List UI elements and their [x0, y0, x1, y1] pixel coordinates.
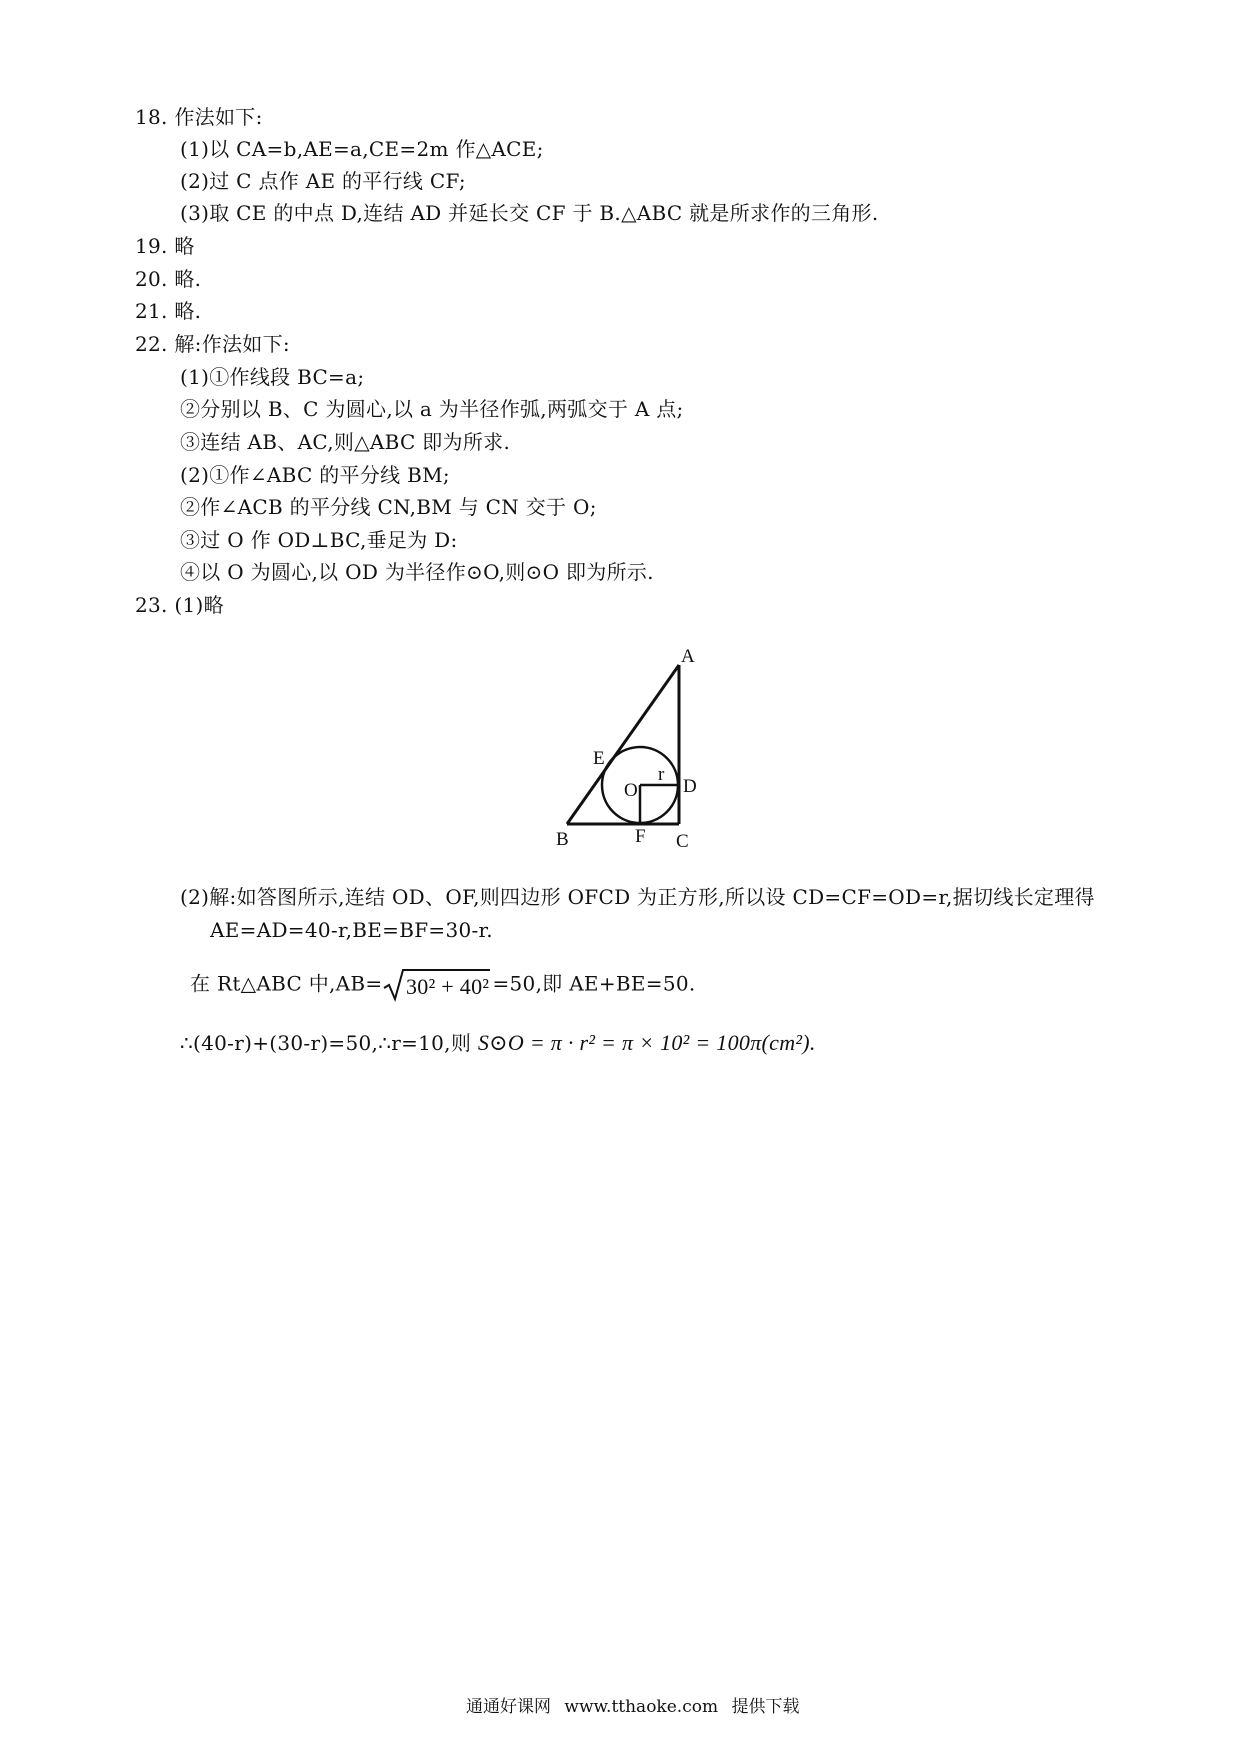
final-line: [180, 1030, 816, 1056]
q22-step-5: ②作∠ACB 的平分线 CN,BM 与 CN 交于 O;: [180, 495, 597, 519]
q23-part2-line1: (2)解:如答图所示,连结 OD、OF,则四边形 OFCD 为正方形,所以设 CD=CF=OD=r,据切线长定理得: [180, 885, 1095, 909]
label-c: C: [676, 831, 689, 852]
footer-suffix: 提供下载: [731, 1697, 800, 1717]
q20: 20. 略.: [135, 267, 202, 291]
q23-part2-line2: AE=AD=40-r,BE=BF=30-r.: [210, 918, 493, 942]
label-b: B: [556, 829, 569, 850]
area-formula: S⊙O = π · r² = π × 10² = 100π(cm²).: [477, 1030, 816, 1055]
q22-step-2: ②分别以 B、C 为圆心,以 a 为半径作弧,两弧交于 A 点;: [180, 397, 684, 421]
label-a: A: [681, 646, 695, 667]
q18-heading: 18. 作法如下:: [135, 105, 263, 129]
sqrt-radicand: 30² + 40²: [406, 974, 490, 999]
final-prefix: ∴(40-r)+(30-r)=50,∴r=10,则: [180, 1031, 478, 1055]
q22-step-3: ③连结 AB、AC,则△ABC 即为所求.: [180, 430, 511, 454]
q22-step-6: ③过 O 作 OD⊥BC,垂足为 D:: [180, 528, 458, 552]
q22-step-7: ④以 O 为圆心,以 OD 为半径作⊙O,则⊙O 即为所示.: [180, 560, 654, 584]
rt-suffix: =50,即 AE+BE=50.: [492, 971, 696, 996]
q22-step-1: (1)①作线段 BC=a;: [180, 365, 365, 389]
label-o: O: [624, 780, 638, 801]
q18-step-2: (2)过 C 点作 AE 的平行线 CF;: [180, 169, 466, 193]
q18-step-3: (3)取 CE 的中点 D,连结 AD 并延长交 CF 于 B.△ABC 就是所求作的三角形.: [180, 201, 879, 225]
rt-prefix: 在 Rt△ABC 中,AB=: [190, 971, 383, 996]
label-d: D: [683, 776, 697, 797]
q21: 21. 略.: [135, 299, 202, 323]
footer-url: www.tthaoke.com: [564, 1697, 719, 1717]
footer-site-name: 通通好课网: [466, 1697, 551, 1717]
rt-triangle-line: [190, 968, 696, 1002]
q22-step-4: (2)①作∠ABC 的平分线 BM;: [180, 463, 450, 487]
label-f: F: [635, 826, 646, 847]
label-r: r: [658, 764, 665, 785]
sqrt-expression: [382, 968, 492, 1002]
side-ab: [567, 665, 679, 824]
q22-heading: 22. 解:作法如下:: [135, 332, 290, 356]
q18-step-1: (1)以 CA=b,AE=a,CE=2m 作△ACE;: [180, 137, 544, 161]
page-footer: [466, 1692, 799, 1717]
q19: 19. 略: [135, 234, 195, 258]
label-e: E: [593, 748, 605, 769]
q23-heading: 23. (1)略: [135, 593, 224, 617]
triangle-incircle-figure: [550, 640, 710, 855]
